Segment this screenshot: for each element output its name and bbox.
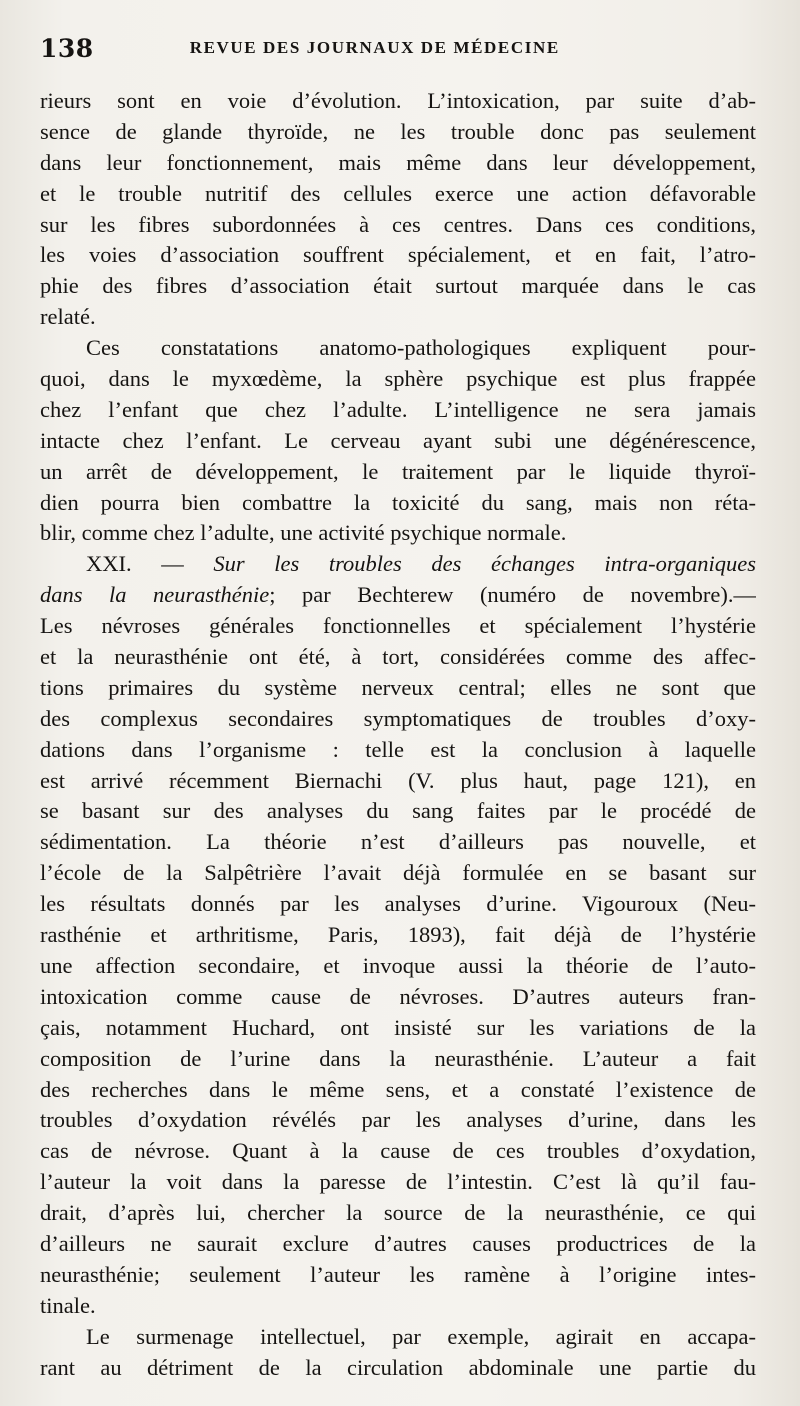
running-head: REVUE DES JOURNAUX DE MÉDECINE	[189, 38, 560, 57]
text-line: l’école de la Salpêtrière l’avait déjà formulée en se basant sur	[40, 860, 756, 886]
text-line: Le surmenage intellectuel, par exemple, agirait en accapa-	[86, 1323, 756, 1349]
text-line: les résultats donnés par les analyses d’urine. Vigouroux (Neu-	[40, 891, 756, 917]
text-line: sur les fibres subordonnées à ces centres. Dans ces conditions,	[40, 211, 756, 237]
text-line: dien pourra bien combattre la toxicité du sang, mais non réta-	[40, 489, 756, 515]
page-number: 138	[40, 33, 94, 63]
text-line: tinale.	[40, 1292, 96, 1318]
text-line: sence de glande thyroïde, ne les trouble donc pas seulement	[40, 118, 756, 144]
body-text	[40, 86, 756, 1383]
text-line: relaté.	[40, 304, 96, 330]
text-line: dans leur fonctionnement, mais même dans leur développement,	[40, 149, 756, 175]
text-line: une affection secondaire, et invoque aussi la théorie de l’auto-	[40, 952, 756, 978]
text-line: est arrivé récemment Biernachi (V. plus haut, page 121), en	[40, 767, 756, 793]
text-line: rasthénie et arthritisme, Paris, 1893), fait déjà de l’hystérie	[40, 922, 756, 948]
section-citation: ; par Bechterew (numéro de novembre).—	[269, 582, 756, 608]
text-line: d’ailleurs ne saurait exclure d’autres causes productrices de la	[40, 1230, 756, 1256]
section-dash: —	[161, 551, 184, 577]
text-line: l’auteur la voit dans la paresse de l’intestin. C’est là qu’il fau-	[40, 1169, 756, 1195]
text-line: chez l’enfant que chez l’adulte. L’intelligence ne sera jamais	[40, 396, 756, 422]
section-number: XXI.	[86, 551, 132, 577]
text-line: et la neurasthénie ont été, à tort, considérées comme des affec-	[40, 644, 756, 670]
text-line: Les névroses générales fonctionnelles et spécialement l’hystérie	[40, 613, 756, 639]
text-line: rant au détriment de la circulation abdominale une partie du	[40, 1354, 756, 1380]
text-line: un arrêt de développement, le traitement par le liquide thyroï-	[40, 458, 756, 484]
text-line: les voies d’association souffrent spécialement, et en fait, l’atro-	[40, 242, 756, 268]
text-line: composition de l’urine dans la neurasthénie. L’auteur a fait	[40, 1045, 756, 1071]
text-line: troubles d’oxydation révélés par les analyses d’urine, dans les	[40, 1107, 756, 1133]
section-heading-line	[40, 580, 756, 611]
text-line: tions primaires du système nerveux central; elles ne sont que	[40, 674, 756, 700]
text-line: Ces constatations anatomo-pathologiques expliquent pour-	[86, 335, 756, 361]
text-line: des recherches dans le même sens, et a constaté l’existence de	[40, 1076, 756, 1102]
text-line: des complexus secondaires symptomatiques de troubles d’oxy-	[40, 705, 756, 731]
text-line: dations dans l’organisme : telle est la conclusion à laquelle	[40, 736, 756, 762]
text-line: çais, notamment Huchard, ont insisté sur les variations de la	[40, 1014, 756, 1040]
page-header	[40, 28, 754, 68]
text-line: et le trouble nutritif des cellules exerce une action défavorable	[40, 180, 756, 206]
section-title: Sur les troubles des échanges intra-organiques	[213, 551, 756, 577]
text-line: intacte chez l’enfant. Le cerveau ayant subi une dégénérescence,	[40, 427, 756, 453]
text-line: drait, d’après lui, chercher la source de la neurasthénie, ce qui	[40, 1200, 756, 1226]
section-heading-line	[40, 549, 756, 580]
text-line: blir, comme chez l’adulte, une activité psychique normale.	[40, 520, 567, 546]
text-line: neurasthénie; seulement l’auteur les ramène à l’origine intes-	[40, 1261, 756, 1287]
text-line: sédimentation. La théorie n’est d’ailleurs pas nouvelle, et	[40, 829, 756, 855]
text-line: se basant sur des analyses du sang faites par le procédé de	[40, 798, 756, 824]
text-line: rieurs sont en voie d’évolution. L’intoxication, par suite d’ab-	[40, 88, 756, 113]
text-line: quoi, dans le myxœdème, la sphère psychique est plus frappée	[40, 366, 756, 392]
section-title-cont: dans la neurasthénie	[40, 582, 270, 608]
text-line: phie des fibres d’association était surtout marquée dans le cas	[40, 273, 756, 299]
text-line: intoxication comme cause de névroses. D’autres auteurs fran-	[40, 983, 756, 1009]
text-line: cas de névrose. Quant à la cause de ces troubles d’oxydation,	[40, 1138, 756, 1164]
